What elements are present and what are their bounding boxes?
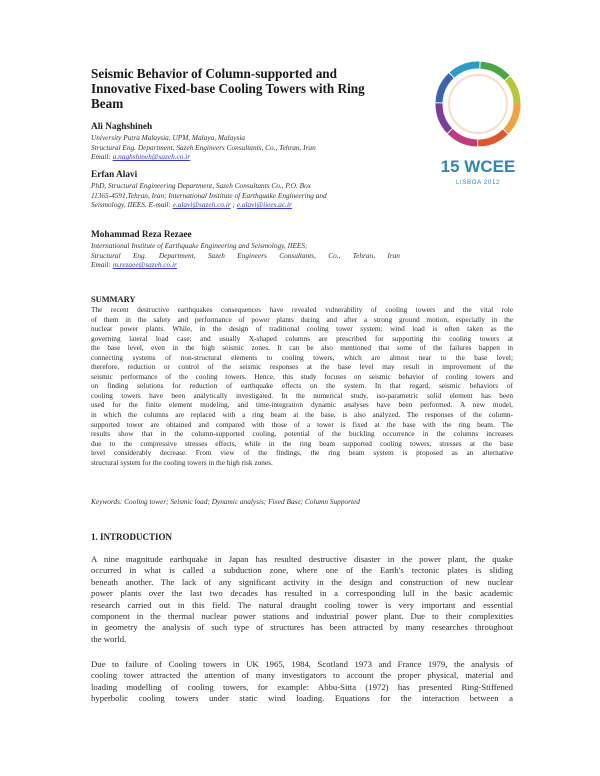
summary-line: in which the columns are replaced with a ring beam at the base, is also analyzed. The responses of the column- <box>91 410 513 420</box>
summary-heading: SUMMARY <box>91 295 136 304</box>
email-label: Email: <box>91 260 113 270</box>
keywords: Keywords: Cooling tower; Seismic load; Dynamic analysis; Fixed Base; Column Supported <box>91 497 360 506</box>
summary-line: cooling towers have been analytically investigated. In the numerical study, iso-parametric solid element has been <box>91 390 513 400</box>
affiliation-word: Sazeh <box>207 250 225 260</box>
summary-line: structural system for the cooling towers in the high risk zones. <box>91 457 273 467</box>
author-block <box>91 122 401 162</box>
email-link[interactable]: e.alavi@sazeh.co.ir <box>172 200 231 210</box>
wcee-text: 15 WCEE <box>440 157 516 176</box>
paragraph-line: component in the thermal nuclear power stations and industrial power plant. Due to their complexities <box>91 611 513 622</box>
author-name: Mohammad Reza Rezaee <box>91 230 192 240</box>
paragraph-line: research carried out in this field. The natural draught cooling tower is very important and essential <box>91 599 513 610</box>
paragraph-line: beneath another. The lack of any significant activity in the design and construction of new nuclear <box>91 576 513 587</box>
author-block <box>91 230 401 270</box>
summary-line: connecting systems of non-structural elements to cooling towers, which are almost near to the base level; <box>91 352 513 362</box>
summary-line: on finding solutions for reduction of earthquake effects on the system. In that regard, seismic behaviors of <box>91 381 513 391</box>
summary-line: The recent destructive earthquakes consequences have revealed vulnerability of cooling towers and the vital role <box>91 305 513 314</box>
paper-title <box>91 66 391 111</box>
email-link[interactable]: m.rezaee@sazeh.co.ir <box>112 260 177 270</box>
author-email-line <box>91 152 401 162</box>
affiliation-word: Eng. <box>132 250 147 260</box>
email-label: Email: <box>91 152 113 162</box>
intro-paragraph <box>91 554 513 645</box>
affiliation-word: Consultants, <box>279 250 316 260</box>
affiliation-word: Iran <box>387 250 400 260</box>
summary-line: therefore, reduction or control of the seismic responses at the base level may result in improvement of the <box>91 362 513 372</box>
affiliation-word: Department, <box>158 250 196 260</box>
author-affiliation <box>91 251 401 261</box>
summary-line: nuclear power plants. While, in the design of traditional cooling tower system; wind load is often taken as the <box>91 324 513 334</box>
summary-line: due to the compressive stresses effects, while in the ring beam supported cooling towers, stresses at the base <box>91 438 513 448</box>
paragraph-line: A nine magnitude earthquake in Japan has resulted destructive disaster in the power plant, the quake <box>91 554 513 564</box>
email-link[interactable]: e.alavi@iiees.ac.ir <box>236 200 292 210</box>
affiliation-word: Co., <box>328 250 341 260</box>
paragraph-line: Due to failure of Cooling towers in UK 1965, 1984, Scotland 1973 and France 1979, the analysis of <box>91 659 513 669</box>
author-name: Erfan Alavi <box>91 170 138 180</box>
author-name: Ali Naghshineh <box>91 122 153 132</box>
summary-line: supported tower are obtained and compared with those of a tower is fixed at the base with the ring beam. The <box>91 419 513 429</box>
email-separator: ; <box>230 200 237 210</box>
wcee-location-text: LISBOA 2012 <box>455 179 501 186</box>
paragraph-line: the world. <box>91 633 127 644</box>
title-line: Seismic Behavior of Column-supported and <box>91 66 337 81</box>
section-heading: 1. INTRODUCTION <box>91 532 173 542</box>
affiliation-word: Tehran, <box>352 250 376 260</box>
summary-line: governing lateral load case; and usually X-shaped columns are prescribed for supporting the cooling towers at <box>91 333 513 343</box>
affiliation-word: Engineers <box>237 250 267 260</box>
paragraph-line: power plants over the last two decades has resulted in a corresponding lull in the basic academic <box>91 588 513 599</box>
author-email-line <box>91 260 401 270</box>
summary-line: the base level, even in the high seismic zones. It can be also mentioned that some of the failures happen in <box>91 343 513 353</box>
paragraph-line: cooling tower attracted the attention of many investigators to account the proper physical, material and <box>91 670 513 681</box>
email-label: Seismology, IIEES. E-mail: <box>91 200 173 210</box>
intro-paragraph <box>91 659 513 705</box>
summary-line: results show that in the column-supported cooling, potential of the buckling occurrence in the columns increases <box>91 429 513 439</box>
logo-rings-icon <box>439 65 517 143</box>
paragraph-line: loading modelling of cooling towers, for example: Abbu-Sitta (1972) has presented Ring-Stiffened <box>91 681 513 692</box>
paragraph-line: hyperbolic cooling towers under static wind loading. Equations for the interaction between a <box>91 693 513 704</box>
paragraph-line: occurred in what is called a subduction zone, where one of the Earth's tectonic plates is sliding <box>91 565 513 576</box>
paragraph-line: in geometry the analysis of such type of structures has been attracted by many researches throughout <box>91 622 513 633</box>
author-affiliation: Structural Eng. Department, Sazeh Engineers Consultants, Co., Tehran, Iran <box>91 142 316 152</box>
summary-text <box>91 305 513 467</box>
title-line: Innovative Fixed-base Cooling Towers with Ring <box>91 81 365 96</box>
email-link[interactable]: a.naghshineh@sazeh.co.ir <box>112 152 191 162</box>
author-affiliation: International Institute of Earthquake Engineering and Seismology, IIEES; <box>91 241 308 250</box>
summary-line: seismic performance of the cooling towers. Hence, this study focuses on seismic behavior of cooling towers and <box>91 371 513 381</box>
summary-line: used for the finite element modeling, and time-integration dynamic analyses have been performed. A new model, <box>91 400 513 410</box>
author-affiliation: PhD, Structural Engineering Department, Sazeh Consultants Co., P.O. Box <box>91 181 311 190</box>
affiliation-word: Structural <box>91 250 121 260</box>
summary-line: level considerably decrease. From view of the findings, the ring beam system is proposed as an alternative <box>91 448 513 458</box>
summary-line: of them in the safety and performance of power plants during and after a strong ground motion, especially in the <box>91 314 513 324</box>
title-line: Beam <box>91 96 124 111</box>
author-email-line <box>91 200 401 210</box>
author-block <box>91 170 401 210</box>
author-affiliation: 11365-4591,Tehran, Iran; International Institute of Earthquake Engineering and <box>91 190 327 200</box>
author-affiliation: University Putra Malaysia, UPM, Malaya, Malaysia <box>91 133 246 142</box>
conference-logo <box>418 56 538 192</box>
